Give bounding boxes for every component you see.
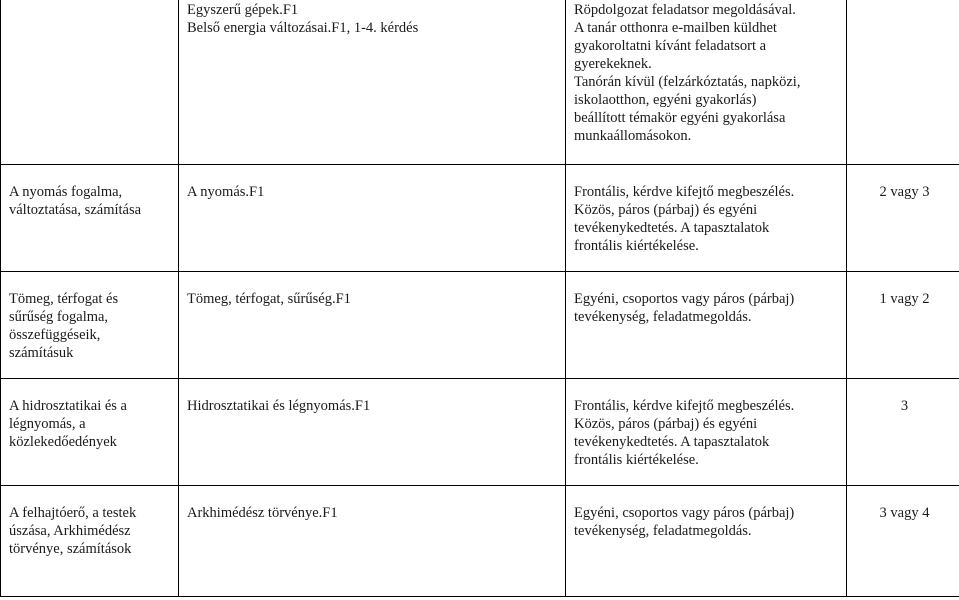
method-line: Egyéni, csoportos vagy páros (párbaj) bbox=[574, 290, 795, 307]
hours-value: 3 vagy 4 bbox=[879, 504, 930, 521]
topic-cell bbox=[1, 378, 179, 485]
method-line: gyerekeknek. bbox=[574, 56, 652, 72]
topic-line: A hidrosztatikai és a bbox=[9, 397, 127, 414]
method-cell bbox=[566, 271, 847, 378]
method-line: tevékenykedtetés. A tapasztalatok bbox=[574, 433, 770, 450]
topic-cell bbox=[1, 271, 179, 378]
method-line: Frontális, kérdve kifejtő megbeszélés. bbox=[574, 397, 795, 414]
content-line: Belső energia változásai.F1, 1-4. kérdés bbox=[187, 20, 419, 36]
method-line: Közös, páros (párbaj) és egyéni bbox=[574, 415, 758, 432]
method-cell bbox=[566, 378, 847, 485]
topic-cell bbox=[1, 0, 179, 164]
table-row bbox=[1, 271, 959, 378]
method-line: Egyéni, csoportos vagy páros (párbaj) bbox=[574, 504, 795, 521]
hours-value: 2 vagy 3 bbox=[879, 183, 930, 200]
method-line: tevékenykedtetés. A tapasztalatok bbox=[574, 219, 770, 236]
content-cell bbox=[179, 164, 566, 271]
topic-line: A nyomás fogalma, bbox=[9, 183, 123, 200]
method-line: Tanórán kívül (felzárkóztatás, napközi, bbox=[574, 74, 801, 90]
content-cell bbox=[179, 485, 566, 596]
method-line: munkaállomásokon. bbox=[574, 128, 692, 144]
hours-value: 1 vagy 2 bbox=[879, 290, 930, 307]
hours-cell bbox=[847, 485, 959, 596]
hours-cell bbox=[847, 0, 959, 164]
topic-line: sűrűség fogalma, bbox=[9, 308, 109, 325]
topic-line: törvénye, számítások bbox=[9, 540, 132, 557]
method-line: frontális kiértékelése. bbox=[574, 451, 699, 468]
content-line: Arkhimédész törvénye.F1 bbox=[187, 504, 338, 521]
method-line: gyakoroltatni kívánt feladatsort a bbox=[574, 38, 767, 54]
method-cell bbox=[566, 164, 847, 271]
method-line: Közös, páros (párbaj) és egyéni bbox=[574, 201, 758, 218]
hours-cell bbox=[847, 271, 959, 378]
topic-line: változtatása, számítása bbox=[9, 201, 142, 218]
table-row bbox=[1, 378, 959, 485]
method-line: A tanár otthonra e-mailben küldhet bbox=[574, 20, 777, 36]
table-row bbox=[1, 485, 959, 596]
method-line: iskolaotthon, egyéni gyakorlás) bbox=[574, 92, 757, 108]
table-row bbox=[1, 0, 959, 164]
content-line: Hidrosztatikai és légnyomás.F1 bbox=[187, 397, 371, 414]
topic-line: közlekedőedények bbox=[9, 433, 117, 450]
method-line: beállított témakör egyéni gyakorlása bbox=[574, 110, 786, 126]
hours-cell bbox=[847, 378, 959, 485]
method-cell bbox=[566, 485, 847, 596]
topic-line: úszása, Arkhimédész bbox=[9, 522, 131, 539]
topic-line: A felhajtóerő, a testek bbox=[9, 504, 137, 521]
topic-line: légnyomás, a bbox=[9, 415, 86, 432]
content-line: Tömeg, térfogat, sűrűség.F1 bbox=[187, 290, 351, 307]
topic-cell bbox=[1, 485, 179, 596]
hours-value: 3 bbox=[900, 397, 909, 414]
content-line: Egyszerű gépek.F1 bbox=[187, 2, 299, 18]
method-line: Röpdolgozat feladatsor megoldásával. bbox=[574, 2, 796, 18]
topic-line: összefüggéseik, bbox=[9, 326, 101, 343]
method-line: frontális kiértékelése. bbox=[574, 237, 699, 254]
method-line: Frontális, kérdve kifejtő megbeszélés. bbox=[574, 183, 795, 200]
content-cell bbox=[179, 378, 566, 485]
topic-line: Tömeg, térfogat és bbox=[9, 290, 119, 307]
method-line: tevékenység, feladatmegoldás. bbox=[574, 522, 752, 539]
topic-line: számításuk bbox=[9, 344, 74, 361]
hours-cell bbox=[847, 164, 959, 271]
table-row bbox=[1, 164, 959, 271]
topic-cell bbox=[1, 164, 179, 271]
content-cell bbox=[179, 0, 566, 164]
content-line: A nyomás.F1 bbox=[187, 183, 265, 200]
method-cell bbox=[566, 0, 847, 164]
content-cell bbox=[179, 271, 566, 378]
method-line: tevékenység, feladatmegoldás. bbox=[574, 308, 752, 325]
